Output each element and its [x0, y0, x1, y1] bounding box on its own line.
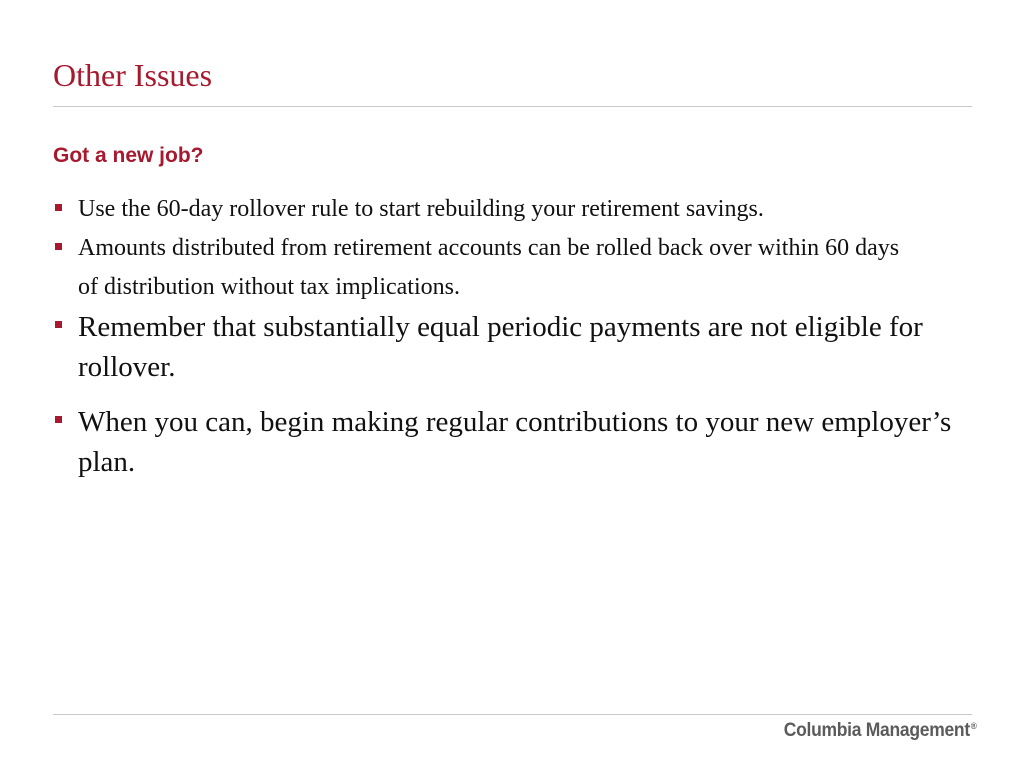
bullet-item — [53, 307, 958, 387]
bullet-text: When you can, begin making regular contributions to your new employer’s plan. — [78, 406, 952, 478]
bullet-text: Amounts distributed from retirement accounts can be rolled back over within 60 days of distribution without tax implications. — [78, 235, 900, 300]
slide-subtitle: Got a new job? — [53, 144, 204, 167]
title-divider — [53, 106, 972, 107]
company-logo — [784, 720, 977, 742]
bullet-item — [53, 402, 978, 482]
bullet-item — [53, 229, 908, 307]
bullet-text: Remember that substantially equal periodic payments are not eligible for rollover. — [78, 311, 923, 383]
bullet-text: Use the 60-day rollover rule to start rebuilding your retirement savings. — [78, 196, 764, 222]
square-bullet-icon — [55, 204, 62, 211]
square-bullet-icon — [55, 416, 62, 423]
footer-divider — [53, 714, 972, 715]
bullet-item — [53, 190, 983, 229]
slide-title: Other Issues — [53, 57, 213, 93]
square-bullet-icon — [55, 321, 62, 328]
registered-mark: ® — [971, 720, 977, 731]
square-bullet-icon — [55, 243, 62, 250]
logo-text: Columbia Management — [784, 720, 971, 741]
bullet-list — [53, 190, 983, 482]
